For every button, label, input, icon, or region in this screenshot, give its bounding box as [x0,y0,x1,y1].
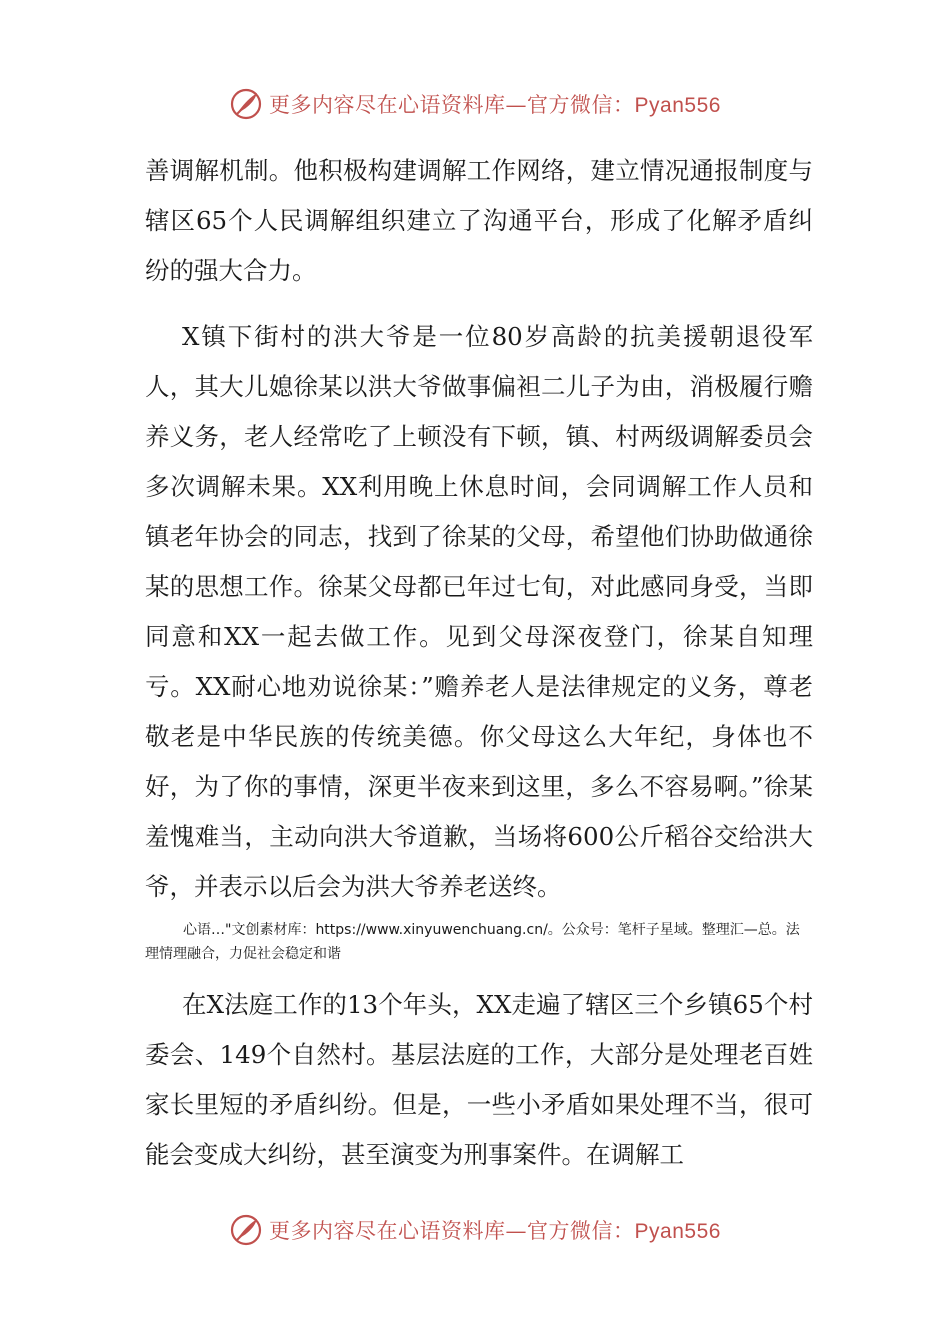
feather-pen-icon [229,1213,263,1247]
footer-banner [0,1210,950,1250]
wechat-id: Pyan556 [634,1220,721,1243]
wechat-id: Pyan556 [634,94,721,117]
header-banner [0,84,950,124]
paragraph-continued: 善调解机制。他积极构建调解工作网络，建立情况通报制度与辖区65个人民调解组织建立了沟通平台，形成了化解矛盾纠纷的强大合力。 [145,156,813,285]
watermark-note: 心语…"文创素材库：https://www.xinyuwenchuang.cn/。公众号：笔杆子星域。整理汇—总。法理情理融合，力促社会稳定和谐 [145,922,800,962]
banner-text: 更多内容尽在心语资料库—官方微信：Pyan556 [269,1219,721,1243]
paragraph-hong-story: X镇下街村的洪大爷是一位80岁高龄的抗美援朝退役军人，其大儿媳徐某以洪大爷做事偏袒二儿子为由，消极履行赡养义务，老人经常吃了上顿没有下顿，镇、村两级调解委员会多次调解未果。XX利用晚上休息时间，会同调解工作人员和镇老年协会的同志，找到了徐某的父母，希望他们协助做通徐某的思想工作。徐某父母都已年过七旬，对此感同身受，当即同意和XX一起去做工作。见到父母深夜登门，徐某自知理亏。XX耐心地劝说徐某：”赡养老人是法律规定的义务，尊老敬老是中华民族的传统美德。你父母这么大年纪，身体也不好，为了你的事情，深更半夜来到这里，多么不容易啊。”徐某羞愧难当，主动向洪大爷道歉，当场将600公斤稻谷交给洪大爷，并表示以后会为洪大爷养老送终。 [145,322,813,901]
paragraph-court-work: 在X法庭工作的13个年头，XX走遍了辖区三个乡镇65个村委会、149个自然村。基层法庭的工作，大部分是处理老百姓家长里短的矛盾纠纷。但是，一些小矛盾如果处理不当，很可能会变成大纠纷，甚至演变为刑事案件。在调解工 [145,990,813,1169]
banner-text: 更多内容尽在心语资料库—官方微信：Pyan556 [269,93,721,117]
document-body [145,146,813,1180]
feather-pen-icon [229,87,263,121]
